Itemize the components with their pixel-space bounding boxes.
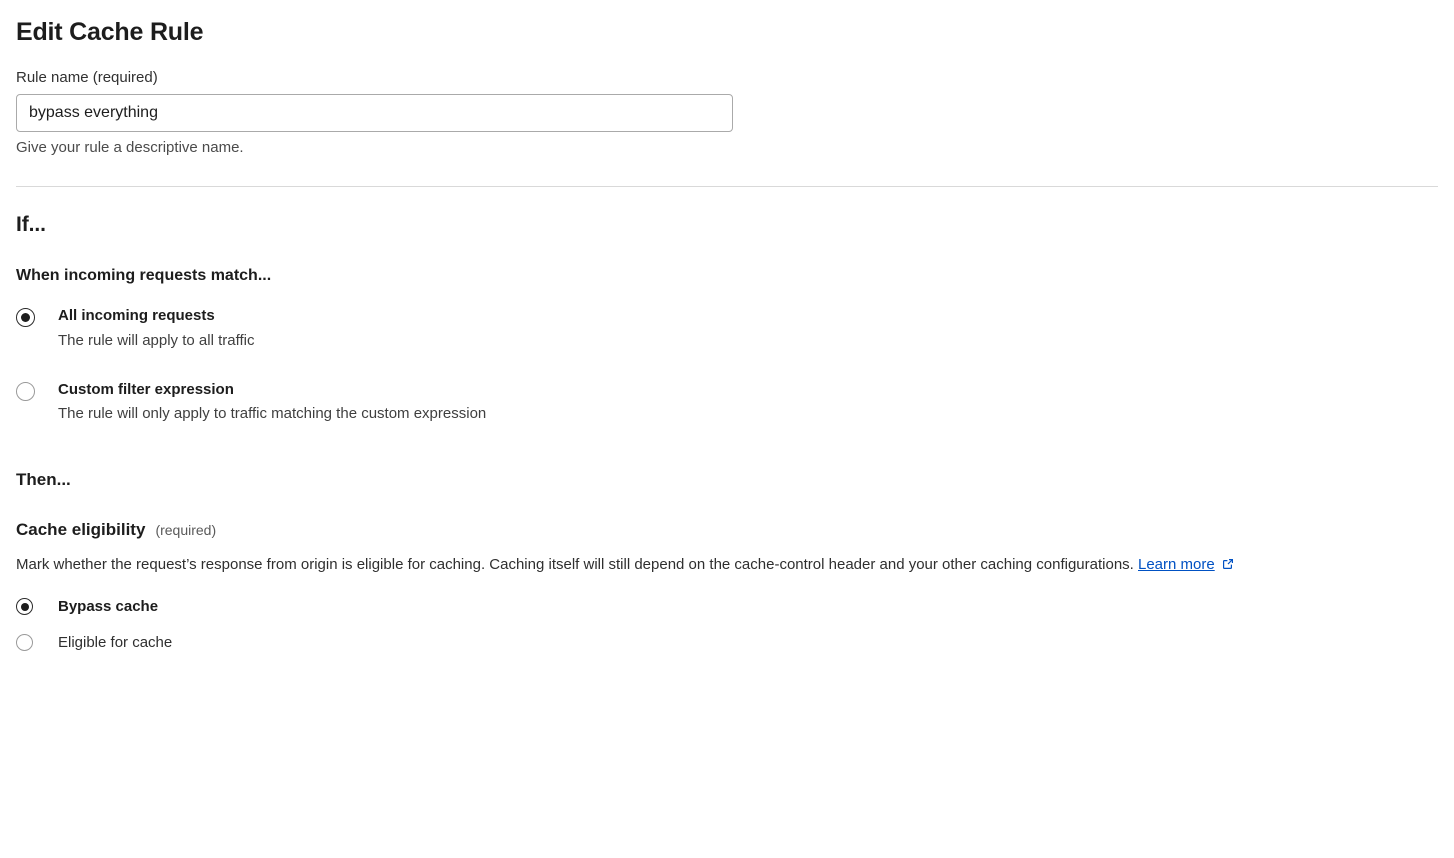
- radio-button-icon[interactable]: [16, 634, 33, 651]
- incoming-requests-radio-group: [16, 307, 1438, 424]
- radio-description-all-incoming-requests: The rule will apply to all traffic: [58, 331, 255, 349]
- cache-eligibility-description-text: Mark whether the request’s response from origin is eligible for caching. Caching itself will still depend on the cache-control header and your other caching configurations.: [16, 556, 1138, 573]
- cache-eligibility-description: [16, 553, 1426, 578]
- rule-name-input[interactable]: [16, 94, 733, 132]
- radio-label-eligible-for-cache: Eligible for cache: [58, 634, 173, 652]
- radio-option-all-incoming-requests[interactable]: [16, 307, 1438, 351]
- radio-label-all-incoming-requests: All incoming requests: [58, 307, 215, 324]
- radio-button-icon[interactable]: [16, 308, 35, 327]
- rule-name-field-group: [16, 69, 1438, 156]
- radio-label-custom-filter-expression: Custom filter expression: [58, 380, 234, 398]
- if-section-heading: If...: [16, 213, 46, 236]
- cache-eligibility-radio-group: [16, 598, 1438, 651]
- radio-button-icon[interactable]: [16, 382, 35, 401]
- radio-description-custom-filter-expression: The rule will only apply to traffic matching the custom expression: [58, 405, 487, 423]
- cache-eligibility-title: Cache eligibility: [16, 520, 146, 539]
- incoming-requests-subheading: When incoming requests match...: [16, 267, 272, 284]
- rule-name-label: Rule name (required): [16, 69, 158, 86]
- cache-eligibility-header: [16, 520, 1438, 540]
- rule-name-help-text: Give your rule a descriptive name.: [16, 139, 244, 156]
- radio-option-custom-filter-expression[interactable]: [16, 381, 1438, 425]
- section-divider: [16, 186, 1438, 187]
- radio-button-icon[interactable]: [16, 598, 33, 615]
- radio-option-eligible-for-cache[interactable]: [16, 634, 1438, 651]
- external-link-icon[interactable]: [1221, 555, 1235, 578]
- radio-label-bypass-cache: Bypass cache: [58, 598, 159, 616]
- cache-eligibility-required-note: (required): [155, 522, 217, 538]
- radio-option-bypass-cache[interactable]: [16, 598, 1438, 615]
- page-title: Edit Cache Rule: [16, 18, 204, 46]
- learn-more-link[interactable]: Learn more: [1138, 556, 1215, 573]
- then-section-heading: Then...: [16, 470, 71, 489]
